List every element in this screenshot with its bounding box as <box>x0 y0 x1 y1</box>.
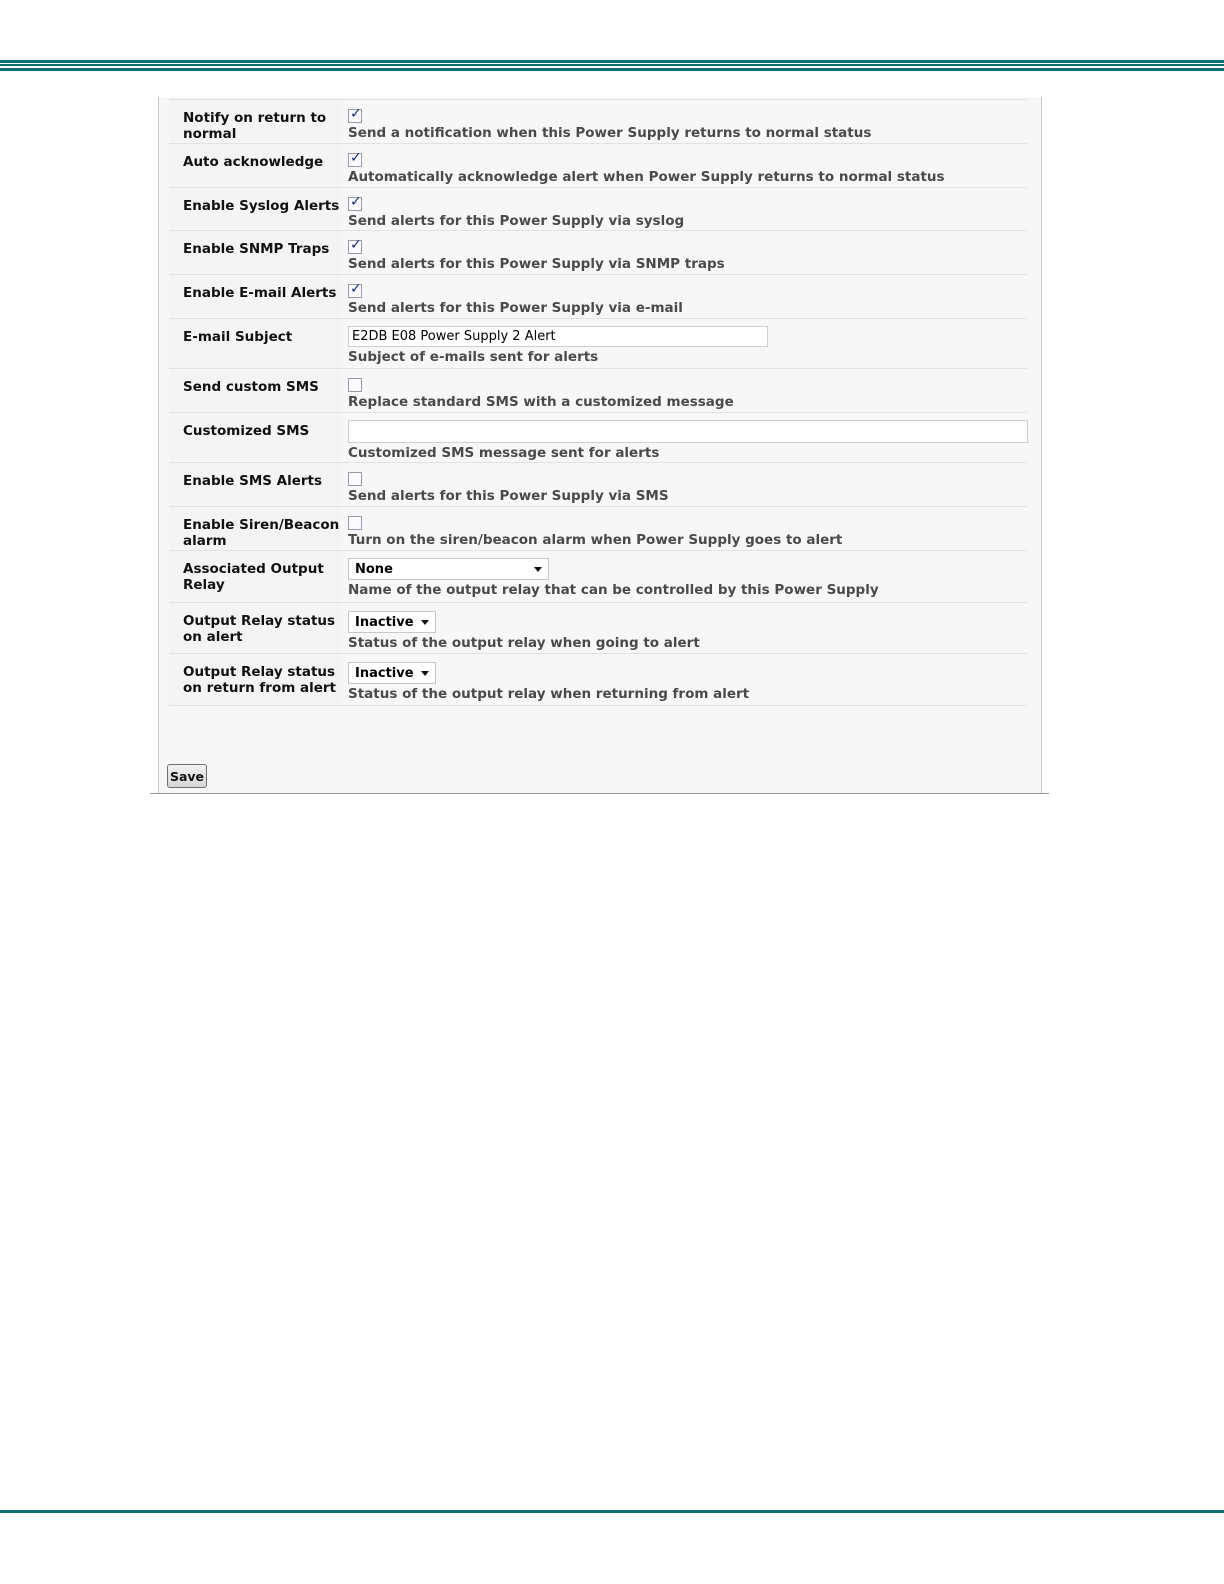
field-description: Turn on the siren/beacon alarm when Power Supply goes to alert <box>348 532 843 548</box>
field-description: Replace standard SMS with a customized message <box>348 394 734 410</box>
field-label: Notify on return to normal <box>183 110 327 142</box>
row-customized-sms <box>169 412 1027 463</box>
save-button[interactable]: Save <box>167 764 207 788</box>
chevron-down-icon <box>534 567 542 572</box>
row-enable-siren-beacon <box>169 506 1027 551</box>
enable-snmp-traps-checkbox[interactable] <box>348 240 362 254</box>
row-enable-email-alerts <box>169 274 1027 319</box>
row-output-relay-status-return <box>169 653 1027 706</box>
panel-bottom-border <box>150 793 1049 794</box>
field-label: Output Relay status on return from alert <box>183 664 337 696</box>
field-label: Associated Output Relay <box>183 561 324 593</box>
field-label: Enable SMS Alerts <box>183 473 323 489</box>
select-value: None <box>355 562 393 577</box>
select-value: Inactive <box>355 615 414 630</box>
notify-return-normal-checkbox[interactable] <box>348 109 362 123</box>
power-supply-settings-panel <box>158 97 1042 793</box>
output-relay-status-return-select[interactable] <box>348 662 436 684</box>
output-relay-status-alert-select[interactable] <box>348 611 436 633</box>
enable-syslog-alerts-checkbox[interactable] <box>348 197 362 211</box>
row-enable-sms-alerts <box>169 462 1027 507</box>
row-auto-acknowledge <box>169 143 1027 188</box>
field-label: Send custom SMS <box>183 379 319 395</box>
header-rule-top <box>0 60 1224 63</box>
row-notify-return-normal <box>169 99 1027 144</box>
field-label: Enable SNMP Traps <box>183 241 330 257</box>
field-description: Customized SMS message sent for alerts <box>348 445 660 461</box>
enable-siren-beacon-checkbox[interactable] <box>348 516 362 530</box>
enable-sms-alerts-checkbox[interactable] <box>348 472 362 486</box>
row-associated-output-relay <box>169 550 1027 603</box>
field-description: Status of the output relay when going to alert <box>348 635 700 651</box>
associated-output-relay-select[interactable] <box>348 558 549 580</box>
field-description: Send alerts for this Power Supply via syslog <box>348 213 685 229</box>
field-label: E-mail Subject <box>183 329 293 345</box>
field-description: Status of the output relay when returning from alert <box>348 686 750 702</box>
row-enable-snmp-traps <box>169 230 1027 275</box>
field-description: Send alerts for this Power Supply via SMS <box>348 488 669 504</box>
row-enable-syslog-alerts <box>169 187 1027 231</box>
row-output-relay-status-alert <box>169 602 1027 654</box>
enable-email-alerts-checkbox[interactable] <box>348 284 362 298</box>
field-description: Name of the output relay that can be controlled by this Power Supply <box>348 582 879 598</box>
field-label: Enable E-mail Alerts <box>183 285 337 301</box>
field-description: Send a notification when this Power Supply returns to normal status <box>348 125 872 141</box>
customized-sms-input[interactable] <box>348 420 1028 443</box>
send-custom-sms-checkbox[interactable] <box>348 378 362 392</box>
chevron-down-icon <box>421 671 429 676</box>
header-rule-bottom <box>0 68 1224 71</box>
email-subject-input[interactable]: E2DB E08 Power Supply 2 Alert <box>348 326 768 347</box>
field-description: Automatically acknowledge alert when Power Supply returns to normal status <box>348 169 945 185</box>
footer-rule <box>0 1510 1224 1513</box>
select-value: Inactive <box>355 666 414 681</box>
row-email-subject <box>169 318 1027 369</box>
field-description: Send alerts for this Power Supply via SNMP traps <box>348 256 725 272</box>
field-label: Customized SMS <box>183 423 310 439</box>
field-label: Output Relay status on alert <box>183 613 336 645</box>
field-label: Enable Syslog Alerts <box>183 198 340 214</box>
field-label: Enable Siren/Beacon alarm <box>183 517 340 549</box>
field-description: Subject of e-mails sent for alerts <box>348 349 599 365</box>
auto-acknowledge-checkbox[interactable] <box>348 153 362 167</box>
header-rule-middle <box>0 64 1224 66</box>
field-label: Auto acknowledge <box>183 154 324 170</box>
row-send-custom-sms <box>169 368 1027 413</box>
field-description: Send alerts for this Power Supply via e-mail <box>348 300 683 316</box>
chevron-down-icon <box>421 620 429 625</box>
